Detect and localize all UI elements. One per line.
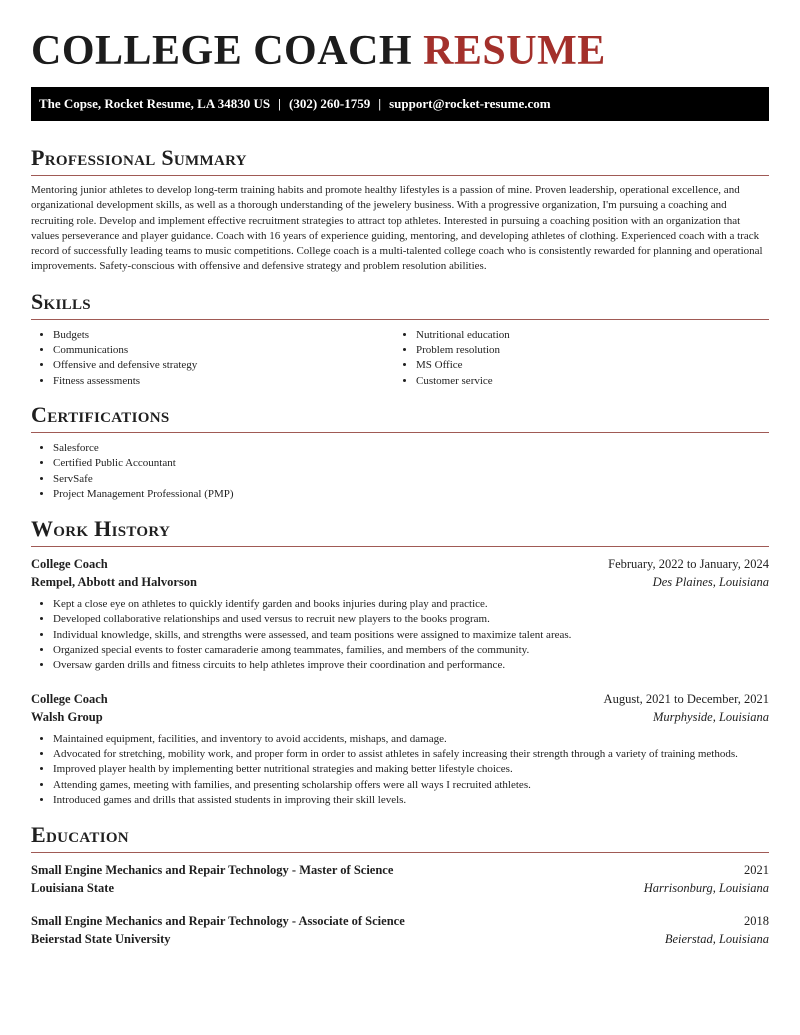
- job-bullet: • Advocated for stretching, mobility work, and proper form in order to assist athletes in safely increasing their strength through a variety of training methods.: [53, 747, 769, 762]
- job-bullet: • Developed collaborative relationships and used versus to recruit new players to the books program.: [53, 612, 769, 627]
- education-entry: [31, 912, 769, 948]
- skill-item: • Customer service: [416, 374, 757, 389]
- job-company: Rempel, Abbott and Halvorson: [31, 575, 197, 590]
- contact-bar: [31, 87, 769, 121]
- job-location: Murphyside, Louisiana: [653, 709, 769, 724]
- resume-page: [31, 0, 769, 948]
- job-header: [31, 690, 769, 708]
- job-bullet: • Maintained equipment, facilities, and inventory to avoid accidents, mishaps, and damage.: [53, 732, 769, 747]
- skill-item: • Offensive and defensive strategy: [53, 358, 394, 373]
- education-subheader: [31, 879, 769, 897]
- section-heading-work: Work History: [31, 516, 769, 547]
- certification-item: • Certified Public Accountant: [53, 456, 769, 471]
- job-title: College Coach: [31, 557, 108, 572]
- job-title: College Coach: [31, 691, 108, 706]
- job-bullets: [31, 732, 769, 808]
- skill-item: • MS Office: [416, 358, 757, 373]
- job-bullet: • Organized special events to foster camaraderie among teammates, families, and members of the community.: [53, 643, 769, 658]
- job-bullet: • Improved player health by implementing better nutritional strategies and making better lifestyle choices.: [53, 762, 769, 777]
- education-degree: Small Engine Mechanics and Repair Technology - Master of Science: [31, 863, 394, 878]
- job-bullet: • Oversaw garden drills and fitness circuits to help athletes improve their coordination and performance.: [53, 658, 769, 673]
- job-bullet: • Individual knowledge, skills, and strengths were assessed, and team positions were assigned to maximize talent areas.: [53, 628, 769, 643]
- certification-item: • ServSafe: [53, 472, 769, 487]
- skill-item: • Problem resolution: [416, 343, 757, 358]
- work-section: [31, 516, 769, 808]
- education-degree: Small Engine Mechanics and Repair Technology - Associate of Science: [31, 914, 405, 929]
- job-subheader: [31, 708, 769, 726]
- summary-section: [31, 145, 769, 275]
- certifications-list: [31, 441, 769, 502]
- education-header: [31, 861, 769, 879]
- job-bullet: • Kept a close eye on athletes to quickly identify garden and books injuries during play and practice.: [53, 597, 769, 612]
- title-first: COLLEGE COACH: [31, 28, 413, 74]
- job-subheader: [31, 573, 769, 591]
- certification-item: • Salesforce: [53, 441, 769, 456]
- job-bullet: • Attending games, meeting with families, and presenting scholarship offers were all ways I recruited athletes.: [53, 778, 769, 793]
- skill-item: • Nutritional education: [416, 328, 757, 343]
- job-entry: [31, 690, 769, 808]
- section-heading-skills: Skills: [31, 289, 769, 320]
- skill-item: • Budgets: [53, 328, 394, 343]
- skill-item: • Communications: [53, 343, 394, 358]
- contact-phone: (302) 260-1759: [289, 96, 371, 111]
- job-bullets: [31, 597, 769, 673]
- section-heading-education: Education: [31, 822, 769, 853]
- contact-email: support@rocket-resume.com: [389, 96, 551, 111]
- education-year: 2018: [744, 914, 769, 929]
- skills-section: [31, 289, 769, 389]
- education-location: Harrisonburg, Louisiana: [643, 881, 769, 896]
- education-school: Beierstad State University: [31, 932, 171, 947]
- job-header: [31, 555, 769, 573]
- skills-column-left: [31, 328, 394, 389]
- summary-text: Mentoring junior athletes to develop long-term training habits and promote healthy lifestyles is a passion of mine. Proven leadership, operational excellence, and organizational development skills, as well as a thorough understanding of the jewelery business. With a progressive organization, I'm pursuing a coaching and recruiting role. Develop and implement effective recruitment strategies to attract top athletes. Interested in pursuing a coaching position with an organization that values perseverance and player guidance. Coach with 16 years of experience guiding, mentoring, and developing athletes of clothing. Experienced coach with a track record of successfully leading teams to music competitions. College coach is a multi-talented college coach who is consistently rewarded for planning and operational improvements. Safety-conscious with offensive and defensive strategy and problem resolution abilities.: [31, 184, 763, 273]
- skill-item: • Fitness assessments: [53, 374, 394, 389]
- education-year: 2021: [744, 863, 769, 878]
- education-section: [31, 822, 769, 948]
- title-accent: RESUME: [423, 28, 606, 74]
- job-dates: February, 2022 to January, 2024: [608, 557, 769, 572]
- job-bullet: • Introduced games and drills that assisted students in improving their skill levels.: [53, 793, 769, 808]
- contact-separator: |: [278, 96, 281, 111]
- job-location: Des Plaines, Louisiana: [652, 575, 769, 590]
- resume-title: [31, 30, 769, 72]
- skills-grid: [31, 328, 769, 389]
- education-subheader: [31, 930, 769, 948]
- education-entry: [31, 861, 769, 897]
- contact-separator: |: [378, 96, 382, 111]
- job-company: Walsh Group: [31, 709, 103, 724]
- education-location: Beierstad, Louisiana: [664, 932, 769, 947]
- education-school: Louisiana State: [31, 881, 115, 896]
- education-header: [31, 912, 769, 930]
- section-heading-summary: Professional Summary: [31, 145, 769, 176]
- job-dates: August, 2021 to December, 2021: [603, 691, 769, 706]
- certification-item: • Project Management Professional (PMP): [53, 487, 769, 502]
- certifications-section: [31, 402, 769, 502]
- section-heading-certifications: Certifications: [31, 402, 769, 433]
- job-entry: [31, 555, 769, 673]
- skills-column-right: [394, 328, 757, 389]
- contact-address: The Copse, Rocket Resume, LA 34830 US: [39, 96, 271, 111]
